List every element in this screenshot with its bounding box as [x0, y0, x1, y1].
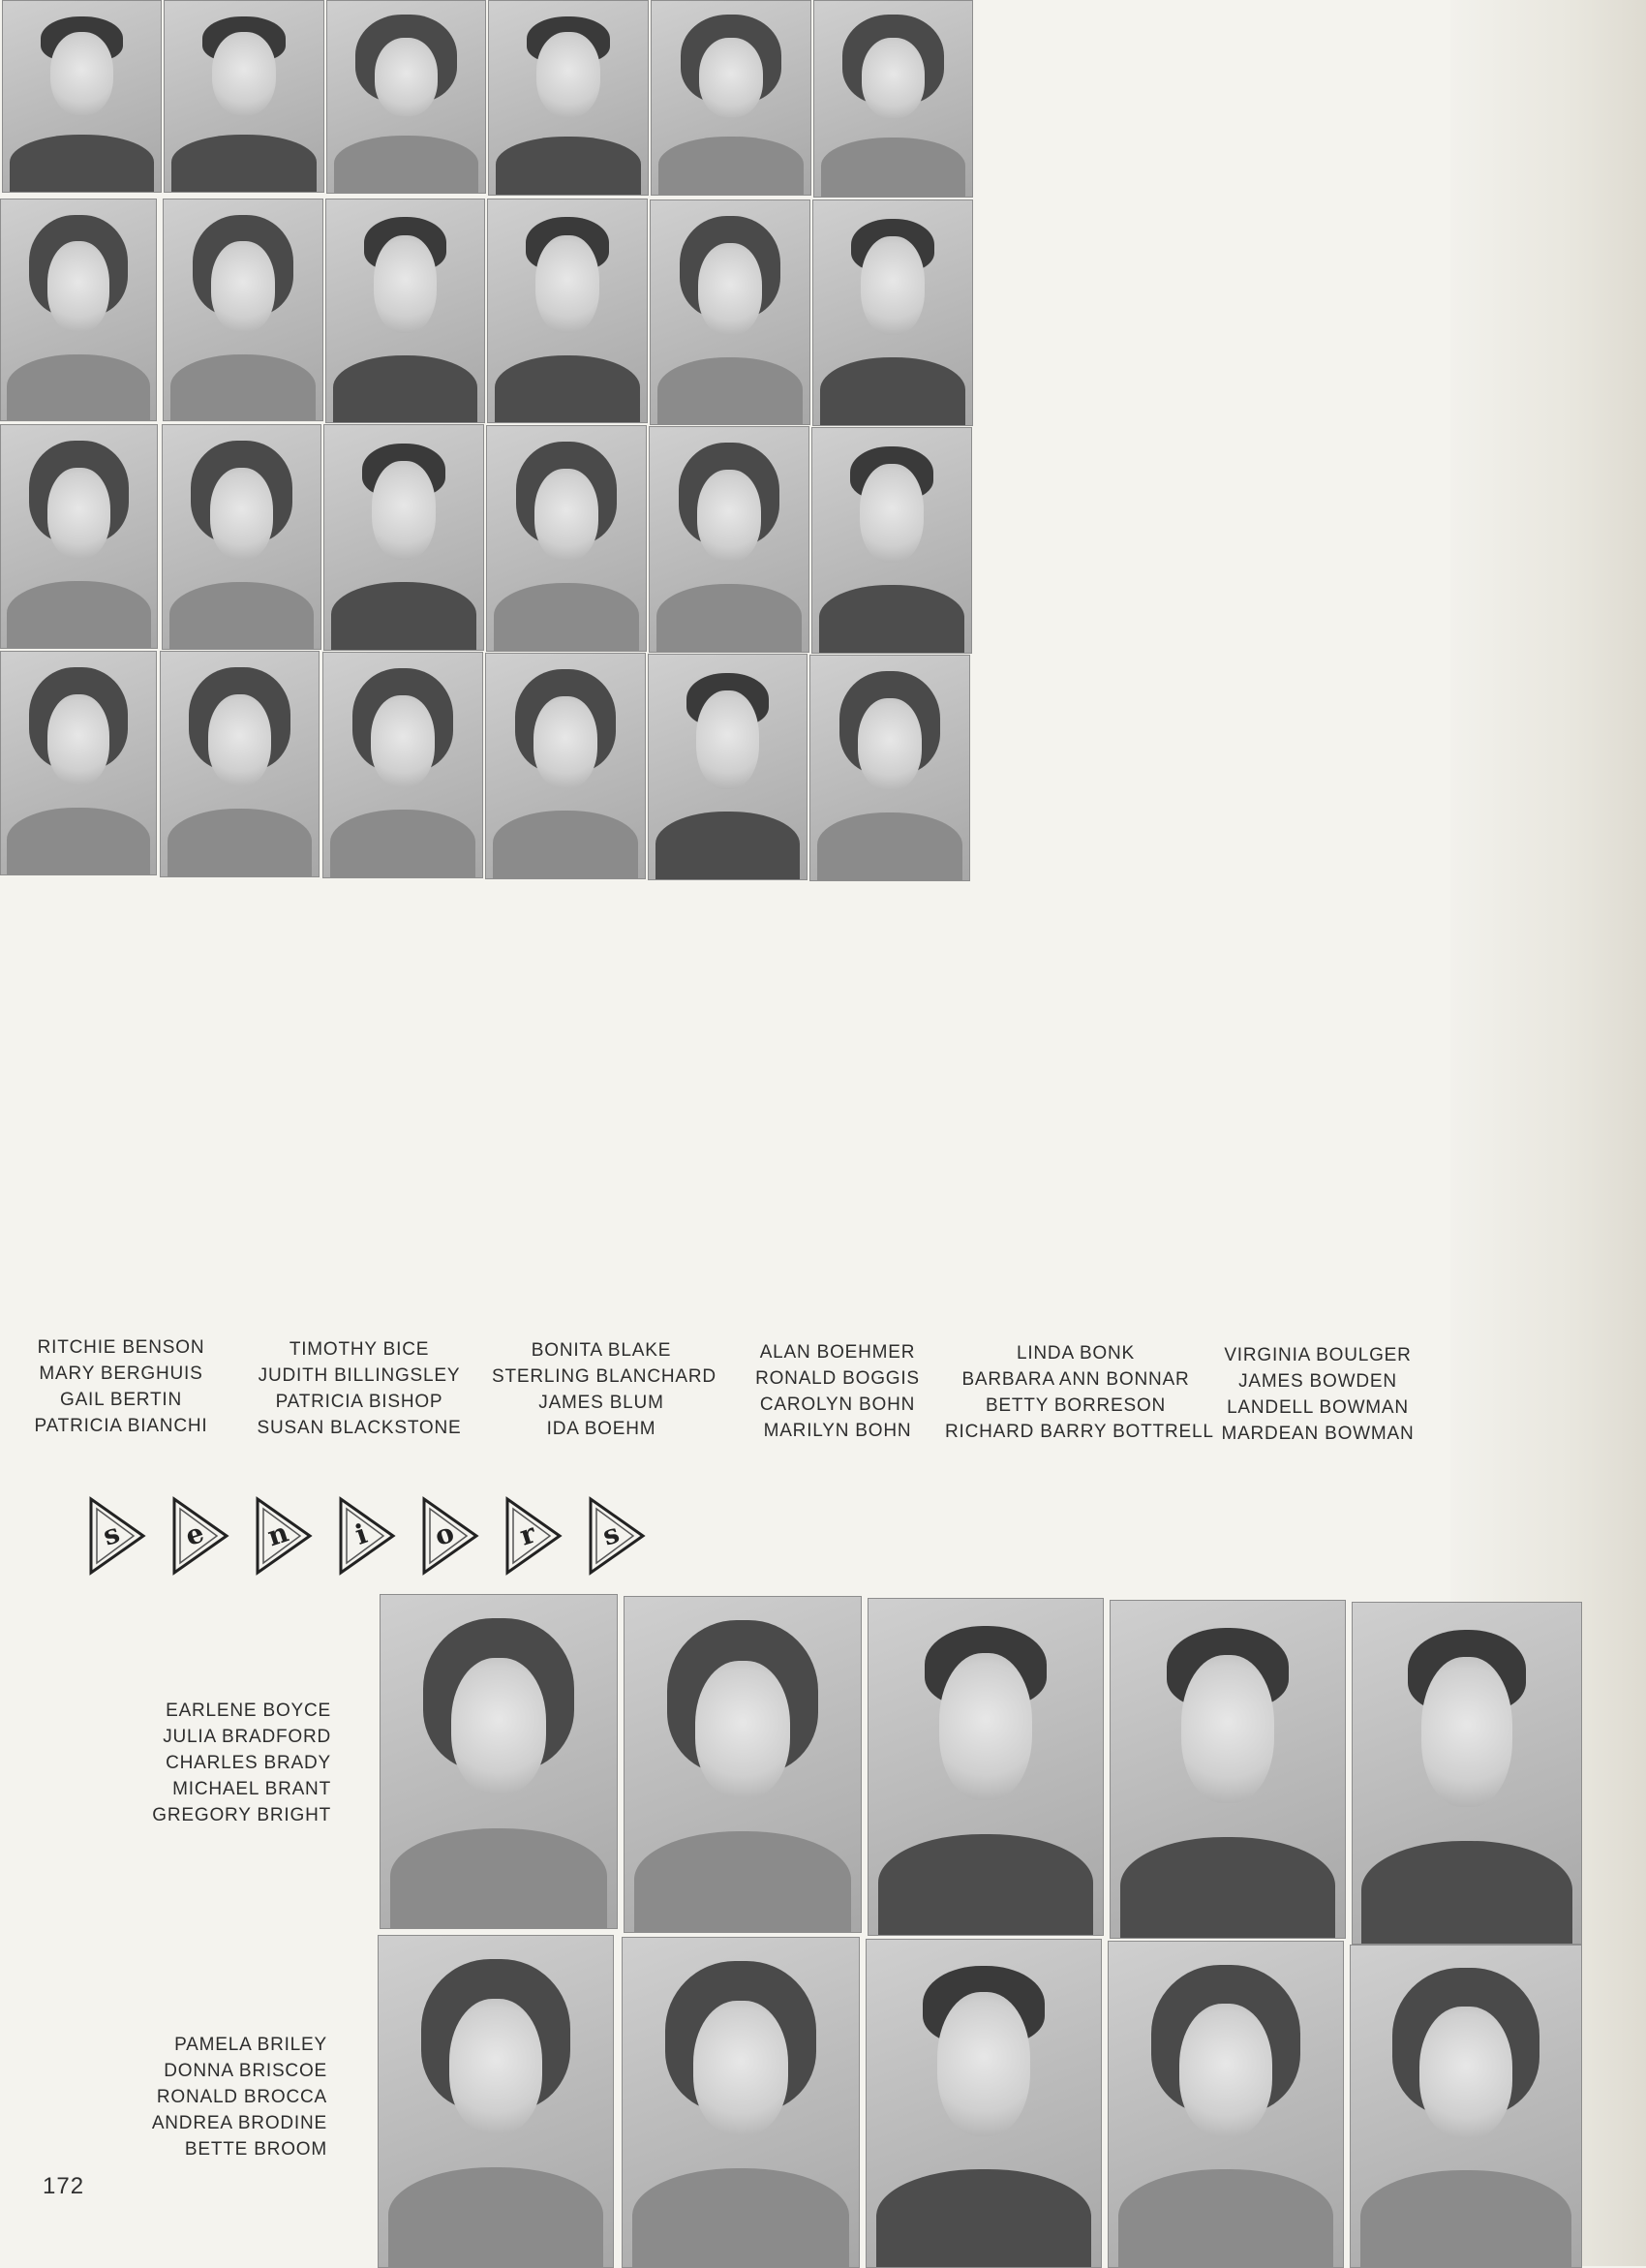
student-name: JUDITH BILLINGSLEY [258, 1365, 461, 1386]
portrait-donna-briscoe [622, 1937, 860, 2268]
pennant-letter-i: i [337, 1495, 397, 1577]
student-name: JAMES BLUM [538, 1393, 664, 1413]
portrait-michael-brant [1110, 1600, 1346, 1939]
student-name: JULIA BRADFORD [163, 1727, 331, 1747]
portrait-ronald-boggis [487, 199, 648, 423]
student-name: MARY BERGHUIS [39, 1364, 203, 1384]
pennant-letter-s: s [87, 1495, 147, 1577]
portrait-mardean-bowman [809, 655, 970, 881]
student-name: CHARLES BRADY [166, 1753, 331, 1773]
portrait-gregory-bright [1352, 1602, 1582, 1945]
name-column-5 [945, 1340, 1214, 1445]
student-name: IDA BOEHM [546, 1419, 656, 1439]
page-number: 172 [43, 2173, 85, 2199]
student-name: BONITA BLAKE [531, 1340, 672, 1361]
portrait-linda-bonk [651, 0, 811, 196]
student-name: RONALD BOGGIS [755, 1368, 920, 1389]
name-list-row-2 [35, 2032, 327, 2162]
portrait-marilyn-bohn [485, 653, 646, 879]
portrait-james-blum [323, 424, 484, 651]
pennant-letter-e: e [170, 1495, 230, 1577]
student-name: EARLENE BOYCE [166, 1701, 331, 1721]
name-column-3 [492, 1337, 716, 1442]
pennant-letter-s-2: s [587, 1495, 647, 1577]
portrait-alan-boehmer [488, 0, 649, 196]
portrait-virginia-boulger [813, 0, 973, 198]
student-name: PATRICIA BISHOP [275, 1392, 443, 1412]
name-column-1 [12, 1334, 230, 1439]
student-name: ANDREA BRODINE [151, 2113, 327, 2133]
student-name: BARBARA ANN BONNAR [961, 1369, 1190, 1390]
portrait-betty-borreson [649, 426, 809, 653]
portrait-timothy-bice [164, 0, 324, 193]
portrait-gail-bertin [0, 424, 158, 649]
portrait-james-bowden [812, 199, 973, 426]
student-name: STERLING BLANCHARD [492, 1366, 716, 1387]
portrait-bette-broom [1350, 1945, 1582, 2268]
name-column-4 [728, 1339, 947, 1444]
portrait-bonita-blake [326, 0, 486, 194]
student-name: LINDA BONK [1016, 1343, 1136, 1364]
portrait-susan-blackstone [160, 651, 320, 877]
portrait-patricia-bishop [162, 424, 321, 650]
portrait-earlene-boyce [380, 1594, 618, 1929]
student-name: MARDEAN BOWMAN [1221, 1424, 1415, 1444]
portrait-landell-bowman [811, 427, 972, 654]
portrait-julia-bradford [624, 1596, 862, 1933]
portrait-carolyn-bohn [486, 425, 647, 652]
portrait-pamela-briley [378, 1935, 614, 2268]
student-name: ALAN BOEHMER [759, 1342, 916, 1363]
student-name: BETTE BROOM [184, 2139, 327, 2160]
student-name: MICHAEL BRANT [172, 1779, 331, 1799]
student-name: RICHARD BARRY BOTTRELL [945, 1422, 1214, 1442]
portrait-richard-barry-bottrell [648, 654, 808, 880]
student-name: JAMES BOWDEN [1238, 1371, 1397, 1392]
student-name: TIMOTHY BICE [289, 1339, 430, 1360]
portrait-ronald-brocca [866, 1939, 1102, 2268]
portrait-judith-billingsley [163, 199, 323, 421]
portrait-sterling-blanchard [325, 199, 485, 423]
student-name: DONNA BRISCOE [164, 2061, 327, 2081]
student-name: RONALD BROCCA [156, 2087, 327, 2107]
student-name: PATRICIA BIANCHI [34, 1416, 208, 1436]
pennant-letter-o: o [420, 1495, 480, 1577]
student-name: RITCHIE BENSON [37, 1337, 205, 1358]
student-name: PAMELA BRILEY [174, 2035, 327, 2055]
student-name: VIRGINIA BOULGER [1224, 1345, 1412, 1365]
name-list-row-1 [39, 1698, 331, 1828]
student-name: SUSAN BLACKSTONE [257, 1418, 462, 1438]
student-name: GAIL BERTIN [59, 1390, 182, 1410]
portrait-andrea-brodine [1108, 1941, 1344, 2268]
portrait-mary-berghuis [0, 199, 157, 421]
student-name: GREGORY BRIGHT [152, 1805, 331, 1825]
portrait-charles-brady [868, 1598, 1104, 1936]
student-name: LANDELL BOWMAN [1227, 1397, 1409, 1418]
student-name: MARILYN BOHN [763, 1421, 912, 1441]
pennant-letter-n: n [254, 1495, 314, 1577]
portrait-ritchie-benson [2, 0, 162, 193]
seniors-title [87, 1495, 658, 1582]
student-name: BETTY BORRESON [985, 1395, 1167, 1416]
name-column-2 [250, 1336, 469, 1441]
pennant-letter-r: r [503, 1495, 564, 1577]
name-column-6 [1208, 1342, 1427, 1447]
portrait-ida-boehm [322, 652, 483, 878]
student-name: CAROLYN BOHN [759, 1395, 916, 1415]
portrait-barbara-ann-bonnar [650, 199, 810, 425]
portrait-patricia-bianchi [0, 651, 157, 875]
